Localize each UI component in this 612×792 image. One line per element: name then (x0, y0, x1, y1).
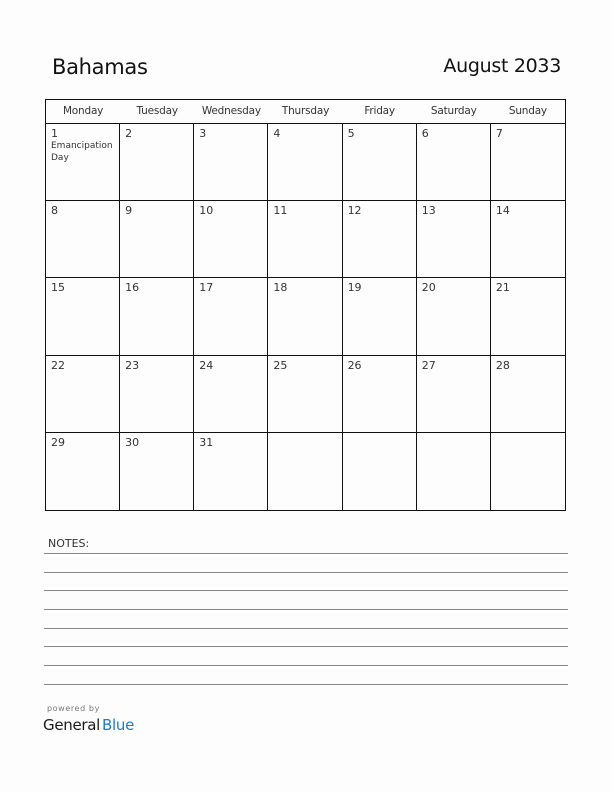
day-cell (268, 201, 342, 278)
day-cell (120, 201, 194, 278)
empty-day-cell (491, 433, 565, 510)
day-number: 7 (495, 127, 503, 140)
weekday-saturday: Saturday (430, 105, 477, 117)
notes-line (44, 684, 568, 685)
notes-line (44, 628, 568, 629)
day-cell (194, 278, 268, 355)
day-number: 3 (199, 127, 207, 140)
day-cell (417, 124, 491, 201)
day-cell (491, 124, 565, 201)
day-number: 13 (421, 204, 436, 218)
day-number: 17 (199, 281, 214, 295)
day-number: 23 (125, 358, 140, 372)
day-number: 19 (347, 281, 362, 295)
notes-line (44, 609, 568, 610)
day-number: 6 (421, 127, 429, 140)
day-number: 30 (125, 435, 140, 449)
day-cell (417, 201, 491, 278)
day-cell (46, 278, 120, 355)
day-number: 2 (125, 127, 133, 140)
day-number: 20 (421, 281, 436, 295)
day-cell (417, 278, 491, 355)
weekday-monday: Monday (62, 105, 104, 117)
day-cell (46, 124, 120, 201)
month-year-title: August 2033 (443, 55, 561, 77)
day-cell (343, 356, 417, 433)
day-cell (343, 124, 417, 201)
day-cell (491, 201, 565, 278)
weekday-wednesday: Wednesday (201, 105, 261, 117)
day-number: 26 (347, 358, 362, 372)
day-number: 11 (273, 204, 288, 218)
notes-line (44, 646, 568, 647)
day-cell (194, 356, 268, 433)
day-cell (120, 356, 194, 433)
day-cell (46, 201, 120, 278)
day-cell (120, 124, 194, 201)
empty-day-cell (343, 433, 417, 510)
generalblue-logo (43, 716, 134, 734)
day-number: 4 (273, 127, 281, 140)
notes-line (44, 572, 568, 573)
day-number: 1 (51, 127, 58, 140)
day-number: 10 (199, 204, 214, 218)
weekday-friday: Friday (364, 105, 395, 117)
day-number: 14 (495, 204, 510, 218)
day-cell (491, 356, 565, 433)
logo-general-text: General (43, 716, 101, 734)
day-cell (268, 356, 342, 433)
day-number: 16 (125, 281, 140, 295)
day-cell (491, 278, 565, 355)
day-cell (194, 201, 268, 278)
day-number: 9 (125, 204, 133, 218)
day-cell (343, 278, 417, 355)
day-cell (120, 278, 194, 355)
holiday-label: Emancipation Day (51, 141, 113, 163)
notes-line (44, 665, 568, 666)
day-number: 12 (347, 204, 362, 218)
day-number: 5 (347, 127, 355, 140)
day-number: 27 (421, 358, 436, 372)
weekday-header-row (46, 100, 565, 124)
day-cell (46, 433, 120, 510)
day-number: 8 (51, 204, 58, 218)
day-number: 21 (495, 281, 510, 295)
day-cell (417, 356, 491, 433)
day-number: 15 (51, 281, 65, 295)
day-number: 28 (495, 358, 510, 372)
country-title: Bahamas (52, 55, 148, 79)
notes-label: NOTES: (48, 537, 90, 550)
day-number: 29 (51, 435, 65, 449)
weekday-tuesday: Tuesday (136, 105, 178, 117)
weekday-thursday: Thursday (281, 105, 330, 117)
empty-day-cell (268, 433, 342, 510)
day-cell (194, 124, 268, 201)
notes-line (44, 590, 568, 591)
empty-day-cell (417, 433, 491, 510)
powered-by-label: powered by (47, 704, 100, 713)
notes-line (44, 553, 568, 554)
day-number: 22 (51, 358, 65, 372)
day-cell (120, 433, 194, 510)
day-cells (46, 124, 565, 510)
day-number: 25 (273, 358, 288, 372)
day-cell (268, 278, 342, 355)
day-cell (268, 124, 342, 201)
day-number: 24 (199, 358, 214, 372)
calendar-grid (45, 99, 566, 511)
day-cell (46, 356, 120, 433)
day-cell (343, 201, 417, 278)
day-cell (194, 433, 268, 510)
logo-blue-text: Blue (102, 716, 135, 734)
day-number: 31 (199, 435, 214, 449)
weekday-sunday: Sunday (508, 105, 547, 117)
day-number: 18 (273, 281, 288, 295)
